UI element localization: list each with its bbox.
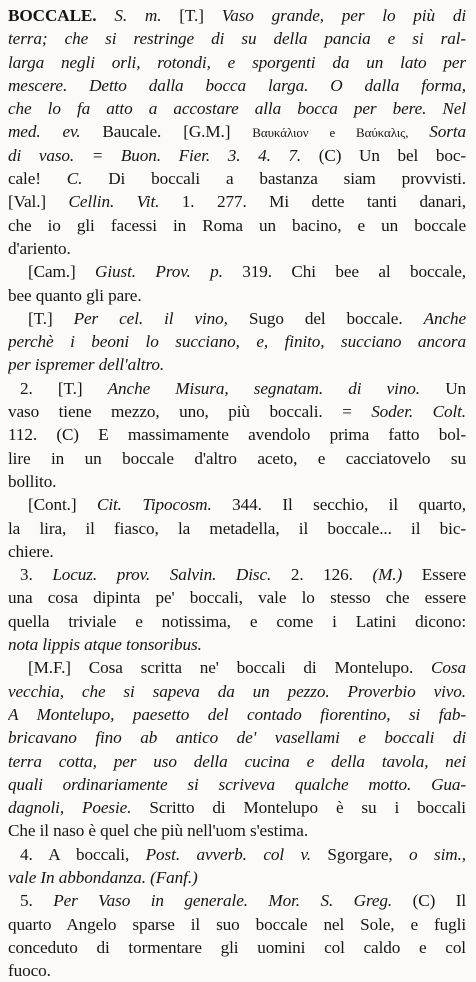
text-segment: d'ariento.: [8, 238, 71, 258]
text-line: [8, 214, 466, 237]
text-segment: quali ordinariamente si scriveva qualche motto. Gua-: [8, 774, 466, 794]
text-segment: o sim.,: [409, 844, 466, 864]
text-segment: Sgorgare,: [327, 844, 410, 864]
text-segment: (C) Il: [412, 891, 466, 911]
text-line: [8, 27, 466, 50]
text-segment: S. m.: [96, 6, 180, 25]
text-line: [8, 237, 466, 260]
text-segment: vaso tiene mezzo, uno, più boccali. =: [8, 402, 372, 422]
text-segment: [Val.]: [8, 192, 69, 212]
text-line: [8, 377, 466, 400]
text-segment: 112. (C) E massimamente avendolo prima fatto bol-: [8, 425, 466, 445]
text-segment: Locuz. prov. Salvin. Disc.: [52, 565, 291, 585]
text-segment: fuoco.: [8, 961, 51, 981]
text-segment: Che il naso è quel che più nell'uom s'estima.: [8, 821, 309, 841]
text-segment: Di boccali a bastanza siam provvisti.: [108, 169, 466, 189]
text-segment: [T.]: [28, 308, 74, 328]
text-segment: perchè i beoni lo succiano, e, finito, succiano ancora: [8, 332, 466, 352]
text-line: [8, 470, 466, 493]
text-line: [8, 913, 466, 936]
text-segment: che io gli facessi in Roma un bacino, e un boccale: [8, 215, 466, 235]
text-line: [8, 843, 466, 866]
text-line: [8, 167, 466, 190]
text-segment: nota lippis atque tonsoribus.: [8, 635, 202, 655]
text-line: [8, 284, 466, 307]
text-segment: [T.]: [179, 6, 222, 25]
text-segment: Per cel. il vino,: [73, 308, 249, 328]
text-line: [8, 703, 466, 726]
text-line: [8, 610, 466, 633]
text-line: [8, 889, 466, 912]
text-segment: Scritto di Montelupo è su i boccali: [149, 798, 466, 818]
text-segment: terra cotta, per uso della cucina e della tavola, nei: [8, 751, 466, 771]
text-line: [8, 656, 466, 679]
text-segment: vale In abbondanza. (Fanf.): [8, 867, 198, 887]
text-segment: mescere. Detto dalla bocca larga. O dalla forma,: [8, 75, 466, 95]
text-segment: 3.: [20, 565, 53, 585]
text-segment: 319. Chi bee al boccale,: [242, 262, 466, 282]
text-segment: Post. avverb. col v.: [145, 844, 328, 864]
text-segment: Cosa: [431, 658, 466, 678]
text-line: [8, 307, 466, 330]
text-segment: una cosa dipinta pe' boccali, vale lo stesso che essere: [8, 588, 466, 608]
text-line: [8, 517, 466, 540]
text-segment: (M.): [372, 565, 422, 585]
text-segment: Giust. Prov. p.: [95, 262, 243, 282]
text-line: [8, 959, 466, 982]
text-segment: bricavano fino ab antico de' vasellami e boccali di: [8, 728, 466, 748]
text-segment: chiere.: [8, 541, 54, 561]
text-segment: dagnoli, Poesie.: [8, 798, 150, 818]
text-segment: Βαυκάλιον e Βαύκαλις,: [252, 125, 430, 141]
text-line: [8, 750, 466, 773]
text-line: [8, 120, 466, 143]
text-segment: lire in un boccale d'altro aceto, e cacciatovelo su: [8, 448, 466, 468]
text-segment: Anche: [423, 308, 466, 328]
text-segment: 1. 277. Mi dette tanti danari,: [181, 192, 466, 212]
text-line: [8, 563, 466, 586]
text-segment: Baucale. [G.M.]: [102, 122, 253, 142]
text-line: [8, 493, 466, 516]
text-segment: Cellin. Vit.: [68, 192, 182, 212]
text-segment: 2. 126.: [290, 565, 373, 585]
text-segment: larga negli orli, rotondi, e sporgenti da un lato per: [8, 52, 466, 72]
dictionary-entry-boccale: [8, 4, 466, 982]
text-line: [8, 936, 466, 959]
text-segment: [M.F.] Cosa scritta ne' boccali di Montelupo.: [28, 658, 432, 678]
text-line: [8, 260, 466, 283]
text-segment: bollito.: [8, 471, 57, 491]
text-segment: 5.: [20, 891, 54, 911]
text-segment: vecchia, che si sapeva da un pezzo. Proverbio vivo.: [8, 681, 466, 701]
text-segment: med. ev.: [8, 122, 103, 142]
text-line: [8, 74, 466, 97]
text-segment: Soder. Colt.: [371, 402, 466, 422]
text-segment: quarto Angelo sparse il suo boccale nel Sole, e fugli: [8, 914, 466, 934]
text-line: [8, 866, 466, 889]
text-segment: Cit. Tipocosm.: [96, 495, 233, 515]
text-segment: quella triviale e notissima, e come i Latini dicono:: [8, 611, 466, 631]
text-segment: 2. [T.]: [20, 378, 108, 398]
text-line: [8, 540, 466, 563]
text-segment: Sugo del boccale.: [248, 308, 424, 328]
text-line: [8, 819, 466, 842]
text-segment: (C) Un bel boc-: [318, 145, 466, 165]
text-segment: per ispremer dell'altro.: [8, 355, 165, 375]
text-line: [8, 586, 466, 609]
text-segment: C.: [66, 169, 109, 189]
text-segment: Per Vaso in generale. Mor. S. Greg.: [53, 891, 413, 911]
text-segment: Sorta: [429, 122, 466, 142]
text-line: [8, 633, 466, 656]
text-line: [8, 4, 466, 27]
text-line: [8, 330, 466, 353]
text-segment: A Montelupo, paesetto del contado fiorentino, si fab-: [8, 704, 466, 724]
text-segment: [Cam.]: [28, 262, 96, 282]
text-segment: Essere: [421, 565, 466, 585]
text-line: [8, 447, 466, 470]
text-segment: Vaso grande, per lo più di: [221, 6, 466, 25]
text-segment: conceduto di tormentare gli uomini col caldo e col: [8, 937, 466, 957]
text-line: [8, 726, 466, 749]
text-segment: cale!: [8, 169, 67, 189]
text-segment: 4. A boccali,: [20, 844, 146, 864]
text-segment: di vaso. = Buon. Fier. 3. 4. 7.: [8, 145, 319, 165]
text-line: [8, 190, 466, 213]
text-segment: terra; che si restringe di su della pancia e si ral-: [8, 29, 466, 49]
text-line: [8, 144, 466, 167]
text-line: [8, 796, 466, 819]
text-line: [8, 51, 466, 74]
text-line: [8, 423, 466, 446]
text-line: [8, 97, 466, 120]
text-segment: la lira, il fiasco, la metadella, il boccale... il bic-: [8, 518, 466, 538]
text-segment: Anche Misura, segnatam. di vino.: [107, 378, 446, 398]
headword: BOCCALE.: [8, 6, 97, 25]
text-segment: che lo fa atto a accostare alla bocca per bere. Nel: [8, 99, 466, 119]
text-segment: 344. Il secchio, il quarto,: [232, 495, 466, 515]
text-segment: Un: [445, 378, 466, 398]
text-line: [8, 353, 466, 376]
text-line: [8, 680, 466, 703]
text-segment: bee quanto gli pare.: [8, 285, 142, 305]
text-line: [8, 400, 466, 423]
text-segment: [Cont.]: [28, 495, 97, 515]
text-line: [8, 773, 466, 796]
